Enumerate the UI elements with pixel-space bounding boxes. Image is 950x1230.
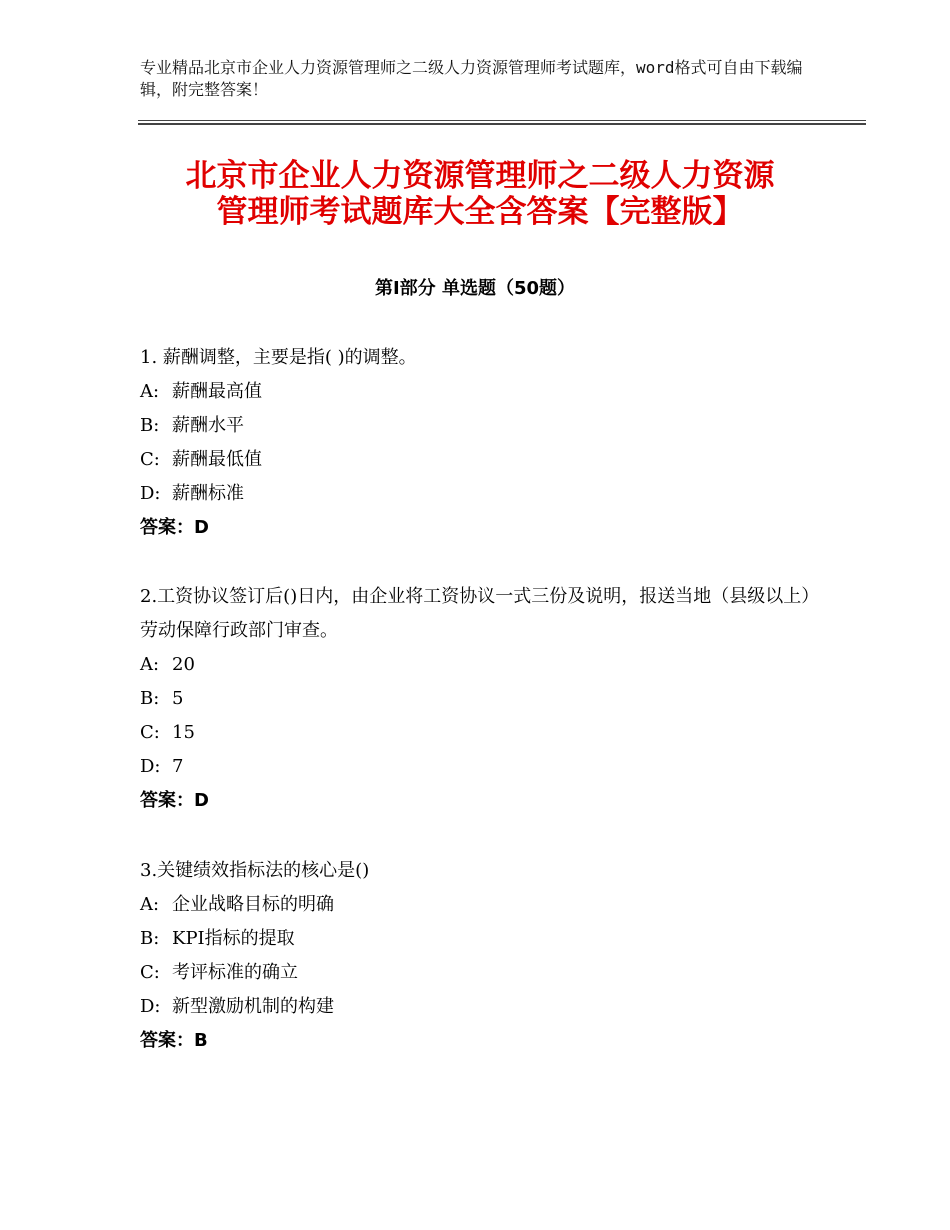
option-c — [140, 716, 820, 750]
option-letter: A: — [140, 894, 160, 915]
header-divider-thick — [138, 123, 866, 125]
option-letter: C: — [140, 722, 160, 743]
option-text: 薪酬水平 — [172, 415, 244, 436]
option-text: 5 — [172, 688, 184, 709]
header-note: 专业精品北京市企业人力资源管理师之二级人力资源管理师考试题库，word格式可自由下载编辑，附完整答案！ — [140, 58, 803, 99]
document-title-line-2: 管理师考试题库大全含答案【完整版】 — [216, 194, 744, 230]
option-text: 薪酬最低值 — [172, 449, 262, 470]
option-text: 20 — [172, 654, 195, 675]
option-d — [140, 990, 820, 1024]
option-c — [140, 443, 820, 477]
option-text: 新型激励机制的构建 — [172, 996, 334, 1017]
option-a — [140, 888, 820, 922]
option-letter: B: — [140, 415, 160, 436]
option-letter: A: — [140, 381, 160, 402]
document-title-line-1: 北京市企业人力资源管理师之二级人力资源 — [185, 158, 775, 194]
question-1 — [140, 341, 820, 545]
option-letter: B: — [140, 688, 160, 709]
option-b — [140, 922, 820, 956]
option-letter: C: — [140, 449, 160, 470]
option-letter: A: — [140, 654, 160, 675]
option-text: 薪酬标准 — [172, 483, 244, 504]
option-letter: C: — [140, 962, 160, 983]
option-text: 15 — [172, 722, 195, 743]
answer-line: 答案：D — [140, 790, 209, 811]
option-a — [140, 375, 820, 409]
option-d — [140, 750, 820, 784]
option-letter: D: — [140, 756, 161, 777]
header-divider-thin — [138, 120, 866, 121]
question-stem: 1. 薪酬调整，主要是指( )的调整。 — [140, 347, 417, 368]
option-letter: B: — [140, 928, 160, 949]
section-title: 第Ⅰ部分 单选题（50题） — [374, 278, 575, 299]
option-text: 薪酬最高值 — [172, 381, 262, 402]
option-text: 企业战略目标的明确 — [172, 894, 334, 915]
document-title — [100, 158, 860, 230]
answer-line: 答案：B — [140, 1030, 208, 1051]
option-text: 考评标准的确立 — [172, 962, 298, 983]
option-c — [140, 956, 820, 990]
option-letter: D: — [140, 483, 161, 504]
option-a — [140, 648, 820, 682]
question-2 — [140, 580, 820, 818]
option-text: KPI指标的提取 — [172, 928, 295, 949]
question-stem: 2.工资协议签订后()日内，由企业将工资协议一式三份及说明，报送当地（县级以上）劳动保障行政部门审查。 — [140, 586, 820, 641]
option-d — [140, 477, 820, 511]
question-stem: 3.关键绩效指标法的核心是() — [140, 860, 370, 881]
option-letter: D: — [140, 996, 161, 1017]
option-text: 7 — [172, 756, 184, 777]
option-b — [140, 682, 820, 716]
option-b — [140, 409, 820, 443]
question-3 — [140, 854, 820, 1058]
answer-line: 答案：D — [140, 517, 209, 538]
